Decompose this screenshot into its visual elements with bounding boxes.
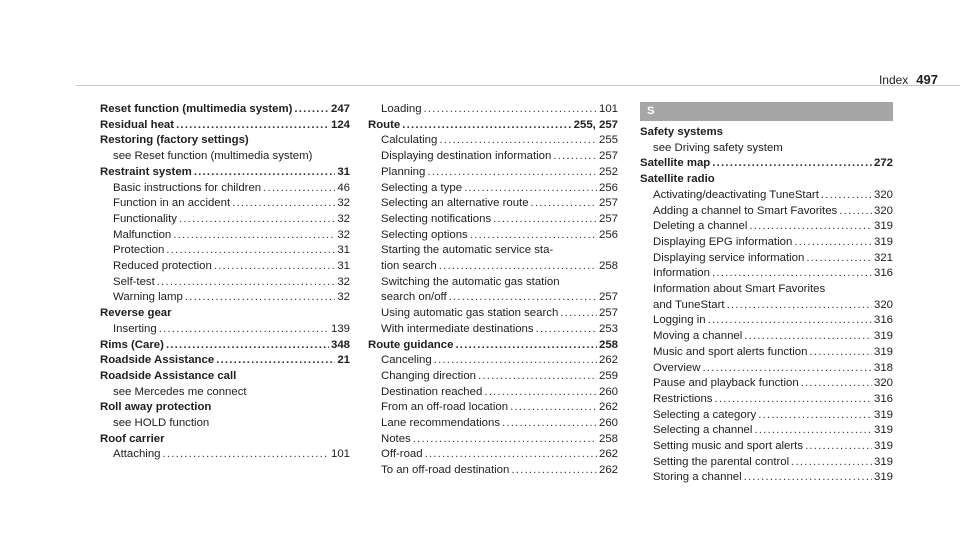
index-heading [100, 400, 350, 416]
index-subentry [368, 353, 618, 369]
entry-text: see HOLD function [113, 417, 210, 430]
dot-leader [744, 470, 872, 486]
page-ref: 348 [330, 338, 350, 351]
dot-leader [179, 212, 335, 228]
section-letter-bar [640, 102, 893, 121]
page-ref: 258 [598, 432, 618, 445]
dot-leader [502, 416, 597, 432]
entry-text: Attaching [113, 448, 161, 461]
entry-text: Roof carrier [100, 432, 165, 445]
index-subentry [640, 188, 893, 204]
entry-text: Function in an accident [113, 197, 231, 210]
index-subentry [368, 432, 618, 448]
entry-text: see Mercedes me connect [113, 385, 247, 398]
dot-leader [805, 439, 872, 455]
page-ref: 21 [337, 354, 350, 367]
entry-text: and TuneStart [653, 298, 725, 311]
entry-text: Restrictions [653, 392, 713, 405]
entry-text: Pause and playback function [653, 377, 799, 390]
index-heading [368, 118, 618, 134]
page-ref: 256 [598, 228, 618, 241]
index-subentry [368, 369, 618, 385]
index-heading [640, 125, 893, 141]
index-subentry [368, 149, 618, 165]
index-subentry [640, 251, 893, 267]
page-ref: 258 [598, 260, 618, 273]
index-heading [100, 432, 350, 448]
page-ref: 319 [873, 345, 893, 358]
page-ref: 255 [598, 134, 618, 147]
page-ref: 320 [873, 188, 893, 201]
entry-text: From an off-road location [381, 401, 509, 414]
index-subentry [100, 259, 350, 275]
page-ref: 316 [873, 392, 893, 405]
index-subentry [640, 345, 893, 361]
dot-leader [294, 102, 329, 118]
page-ref: 319 [873, 408, 893, 421]
index-column-3 [640, 102, 893, 486]
index-subentry [100, 275, 350, 291]
page-ref: 256 [598, 181, 618, 194]
entry-text: Selecting a category [653, 408, 757, 421]
page-ref: 247 [330, 103, 350, 115]
dot-leader [708, 313, 872, 329]
dot-leader [176, 118, 329, 134]
entry-text: Starting the automatic service sta- [381, 244, 554, 257]
entry-text: Loading [381, 103, 422, 115]
entry-text: Setting the parental control [653, 455, 790, 468]
entry-text: Overview [653, 361, 701, 374]
dot-leader [214, 259, 336, 275]
page-ref: 257 [598, 307, 618, 320]
entry-text: tion search [381, 260, 437, 273]
index-heading [100, 165, 350, 181]
index-subentry [640, 266, 893, 282]
entry-text: Roll away protection [100, 401, 212, 414]
entry-text: Warning lamp [113, 291, 183, 304]
dot-leader [531, 196, 597, 212]
index-heading [100, 102, 350, 118]
index-subentry [368, 385, 618, 401]
entry-text: Moving a channel [653, 330, 743, 343]
index-subentry [368, 181, 618, 197]
dot-leader [744, 329, 872, 345]
index-subentry [100, 228, 350, 244]
entry-text: Logging in [653, 314, 706, 327]
entry-text: Deleting a channel [653, 220, 748, 233]
index-subentry [368, 165, 618, 181]
page-ref: 262 [598, 464, 618, 477]
dot-leader [185, 290, 335, 306]
entry-text: To an off-road destination [381, 464, 510, 477]
dot-leader [484, 385, 597, 401]
index-subentry [640, 470, 893, 486]
entry-text: Selecting a type [381, 181, 463, 194]
page-ref: 258 [598, 338, 618, 351]
dot-leader [166, 243, 335, 259]
dot-leader [511, 463, 597, 479]
entry-text: Protection [113, 244, 165, 257]
index-subentry [368, 133, 618, 149]
index-subentry [368, 275, 618, 291]
index-subentry [640, 219, 893, 235]
dot-leader [478, 369, 597, 385]
index-column-1 [100, 102, 350, 463]
dot-leader [702, 361, 872, 377]
index-heading [100, 306, 350, 322]
dot-leader [157, 275, 336, 291]
entry-text: Information [653, 267, 710, 280]
page-ref: 124 [330, 118, 350, 131]
dot-leader [413, 432, 597, 448]
entry-text: see Driving safety system [653, 141, 783, 154]
page-ref: 252 [598, 165, 618, 178]
index-subentry [368, 463, 618, 479]
index-subentry [368, 243, 618, 259]
entry-text: Malfunction [113, 228, 172, 241]
entry-text: Restraint system [100, 165, 192, 178]
index-subentry [640, 282, 893, 298]
entry-text: Roadside Assistance [100, 354, 215, 367]
entry-text: Music and sport alerts function [653, 345, 808, 358]
page-ref: 319 [873, 440, 893, 453]
page-ref: 101 [330, 448, 350, 461]
index-subentry [100, 149, 350, 165]
page-ref: 32 [337, 291, 350, 304]
page-ref: 260 [598, 385, 618, 398]
dot-leader [470, 228, 597, 244]
dot-leader [159, 322, 329, 338]
entry-text: Lane recommendations [381, 417, 501, 430]
index-subentry [368, 290, 618, 306]
dot-leader [424, 102, 597, 118]
entry-text: see Reset function (multimedia system) [113, 150, 313, 163]
index-heading [100, 118, 350, 134]
page-ref: 319 [873, 471, 893, 484]
dot-leader [427, 165, 597, 181]
index-subentry [368, 306, 618, 322]
index-subentry [640, 376, 893, 392]
page-ref: 316 [873, 267, 893, 280]
page-number: 497 [916, 72, 938, 87]
entry-text: Basic instructions for children [113, 181, 262, 194]
dot-leader [821, 188, 872, 204]
index-list [640, 125, 893, 486]
page-ref: 320 [873, 298, 893, 311]
dot-leader [455, 338, 597, 354]
index-subentry [100, 181, 350, 197]
index-subentry [640, 439, 893, 455]
entry-text: Route guidance [368, 338, 454, 351]
index-subentry [368, 447, 618, 463]
index-subentry [640, 361, 893, 377]
entry-text: Displaying service information [653, 251, 805, 264]
dot-leader [510, 400, 597, 416]
dot-leader [439, 133, 597, 149]
index-heading [100, 133, 350, 149]
entry-text: Notes [381, 432, 411, 445]
index-subentry [368, 196, 618, 212]
entry-text: Destination reached [381, 385, 483, 398]
index-column-2 [368, 102, 618, 479]
entry-text: Setting music and sport alerts [653, 440, 804, 453]
dot-leader [801, 376, 872, 392]
entry-text: Inserting [113, 322, 157, 335]
dot-leader [712, 156, 872, 172]
entry-text: Using automatic gas station search [381, 307, 559, 320]
entry-text: Safety systems [640, 126, 723, 138]
entry-text: Restoring (factory settings) [100, 134, 249, 147]
page-ref: 319 [873, 330, 893, 343]
entry-text: Reduced protection [113, 260, 212, 273]
dot-leader [173, 228, 335, 244]
page-ref: 320 [873, 204, 893, 217]
page-ref: 257 [598, 150, 618, 163]
index-subentry [640, 204, 893, 220]
entry-text: Adding a channel to Smart Favorites [653, 204, 838, 217]
page-ref: 319 [873, 220, 893, 233]
page-ref: 259 [598, 369, 618, 382]
entry-text: search on/off [381, 291, 447, 304]
entry-text: Off-road [381, 448, 423, 461]
page-ref: 255, 257 [573, 118, 618, 131]
index-subentry [100, 290, 350, 306]
entry-text: Selecting an alternative route [381, 197, 529, 210]
entry-text: Displaying EPG information [653, 235, 793, 248]
dot-leader [749, 219, 872, 235]
index-subentry [640, 408, 893, 424]
page-ref: 32 [337, 197, 350, 210]
index-heading [368, 338, 618, 354]
index-subentry [368, 322, 618, 338]
dot-leader [839, 204, 872, 220]
page-ref: 262 [598, 448, 618, 461]
section-title: Index [878, 73, 909, 87]
dot-leader [439, 259, 597, 275]
dot-leader [553, 149, 597, 165]
entry-text: Planning [381, 165, 426, 178]
page-ref: 139 [330, 322, 350, 335]
dot-leader [758, 408, 872, 424]
page-ref: 319 [873, 455, 893, 468]
index-subentry [640, 298, 893, 314]
index-subentry [100, 416, 350, 432]
page-ref: 32 [337, 275, 350, 288]
page-ref: 260 [598, 417, 618, 430]
index-subentry [100, 322, 350, 338]
page-ref: 31 [337, 260, 350, 273]
entry-text: Reverse gear [100, 307, 172, 320]
index-subentry [100, 243, 350, 259]
index-subentry [640, 423, 893, 439]
index-heading [640, 156, 893, 172]
page-ref: 316 [873, 314, 893, 327]
index-subentry [368, 212, 618, 228]
entry-text: Roadside Assistance call [100, 369, 237, 382]
page-ref: 318 [873, 361, 893, 374]
entry-text: Satellite radio [640, 173, 715, 186]
page-ref: 319 [873, 235, 893, 248]
dot-leader [715, 392, 872, 408]
dot-leader [163, 447, 329, 463]
page-ref: 257 [598, 197, 618, 210]
dot-leader [806, 251, 872, 267]
dot-leader [809, 345, 872, 361]
dot-leader [712, 266, 872, 282]
page-ref: 46 [337, 181, 350, 194]
dot-leader [166, 338, 329, 354]
index-subentry [640, 392, 893, 408]
entry-text: Functionality [113, 212, 177, 225]
entry-text: Selecting options [381, 228, 468, 241]
index-subentry [640, 141, 893, 157]
dot-leader [434, 353, 597, 369]
entry-text: Route [368, 118, 401, 131]
entry-text: Canceling [381, 354, 432, 367]
dot-leader [464, 181, 597, 197]
page-ref: 321 [873, 251, 893, 264]
dot-leader [194, 165, 336, 181]
index-subentry [368, 259, 618, 275]
index-heading [100, 369, 350, 385]
index-subentry [640, 313, 893, 329]
index-subentry [368, 102, 618, 118]
dot-leader [216, 353, 335, 369]
entry-text: Selecting notifications [381, 212, 492, 225]
page-header [879, 72, 938, 87]
entry-text: Self-test [113, 275, 155, 288]
dot-leader [449, 290, 597, 306]
page-ref: 320 [873, 377, 893, 390]
entry-text: Information about Smart Favorites [653, 283, 826, 296]
dot-leader [754, 423, 872, 439]
dot-leader [791, 455, 872, 471]
dot-leader [402, 118, 571, 134]
index-subentry [368, 416, 618, 432]
dot-leader [536, 322, 597, 338]
index-subentry [100, 212, 350, 228]
page-ref: 253 [598, 322, 618, 335]
dot-leader [794, 235, 872, 251]
page-ref: 257 [598, 291, 618, 304]
page-ref: 272 [873, 157, 893, 170]
page-ref: 257 [598, 212, 618, 225]
page-ref: 32 [337, 228, 350, 241]
page-ref: 262 [598, 354, 618, 367]
index-subentry [640, 329, 893, 345]
entry-text: Activating/deactivating TuneStart [653, 188, 819, 201]
index-subentry [100, 385, 350, 401]
dot-leader [263, 181, 335, 197]
page-ref: 31 [337, 244, 350, 257]
page-ref: 101 [598, 103, 618, 115]
entry-text: Displaying destination information [381, 150, 552, 163]
index-subentry [100, 447, 350, 463]
dot-leader [727, 298, 872, 314]
entry-text: Switching the automatic gas station [381, 275, 560, 288]
index-subentry [368, 228, 618, 244]
page-ref: 319 [873, 424, 893, 437]
entry-text: Storing a channel [653, 471, 742, 484]
page-ref: 32 [337, 212, 350, 225]
page-ref: 262 [598, 401, 618, 414]
index-subentry [100, 196, 350, 212]
entry-text: Changing direction [381, 369, 476, 382]
entry-text: Satellite map [640, 157, 711, 170]
entry-text: With intermediate destinations [381, 322, 534, 335]
index-heading [100, 353, 350, 369]
dot-leader [493, 212, 597, 228]
section-letter: S [647, 105, 655, 117]
entry-text: Rims (Care) [100, 338, 164, 351]
entry-text: Residual heat [100, 118, 175, 131]
dot-leader [425, 447, 597, 463]
header-rule [76, 85, 960, 86]
page-ref: 31 [337, 165, 350, 178]
index-subentry [640, 455, 893, 471]
index-subentry [368, 400, 618, 416]
dot-leader [232, 196, 335, 212]
index-heading [100, 338, 350, 354]
index-subentry [640, 235, 893, 251]
index-heading [640, 172, 893, 188]
entry-text: Reset function (multimedia system) [100, 103, 293, 115]
entry-text: Selecting a channel [653, 424, 753, 437]
entry-text: Calculating [381, 134, 438, 147]
dot-leader [560, 306, 597, 322]
